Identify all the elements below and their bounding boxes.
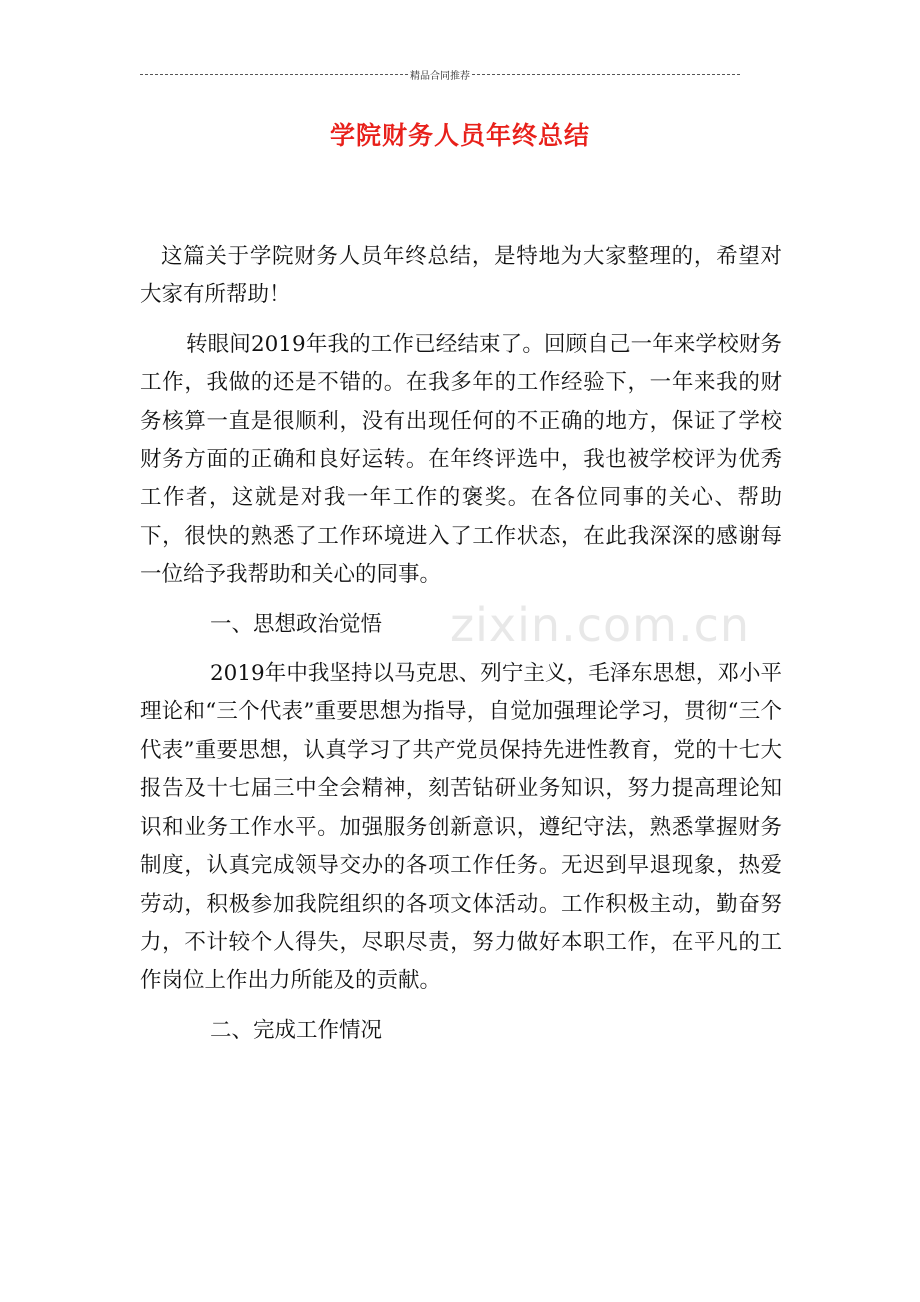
header-label: 精品合同推荐 xyxy=(410,70,470,82)
header-dash-right xyxy=(472,74,740,75)
intro-paragraph: 这篇关于学院财务人员年终总结，是特地为大家整理的，希望对大家有所帮助！ xyxy=(140,244,782,308)
header-dash-left xyxy=(140,74,408,75)
watermark: zixin.com.cn xyxy=(450,598,751,652)
section-heading: 一、思想政治觉悟 xyxy=(210,611,383,637)
section-heading: 二、完成工作情况 xyxy=(210,1017,383,1043)
body-paragraph: 转眼间2019年我的工作已经结束了。回顾自己一年来学校财务工作，我做的还是不错的。在我多年的工作经验下，一年来我的财务核算一直是很顺利，没有出现任何的不正确的地方，保证了学校财务方面的正确和良好运转。在年终评选中，我也被学校评为优秀工作者，这就是对我一年工作的褒奖。在各位同事的关心、帮助下，很快的熟悉了工作环境进入了工作状态，在此我深深的感谢每一位给予我帮助和关心的同事。 xyxy=(140,331,782,588)
page-header xyxy=(140,66,740,82)
body-paragraph: 2019年中我坚持以马克思、列宁主义，毛泽东思想，邓小平理论和“三个代表”重要思想为指导，自觉加强理论学习，贯彻“三个代表”重要思想，认真学习了共产党员保持先进性教育，党的十七大报告及十七届三中全会精神，刻苦钻研业务知识，努力提高理论知识和业务工作水平。加强服务创新意识，遵纪守法，熟悉掌握财务制度，认真完成领导交办的各项工作任务。无迟到早退现象，热爱劳动，积极参加我院组织的各项文体活动。工作积极主动，勤奋努力，不计较个人得失，尽职尽责，努力做好本职工作，在平凡的工作岗位上作出力所能及的贡献。 xyxy=(140,661,782,994)
document-body xyxy=(140,238,782,1061)
document-title: 学院财务人员年终总结 xyxy=(329,121,590,150)
